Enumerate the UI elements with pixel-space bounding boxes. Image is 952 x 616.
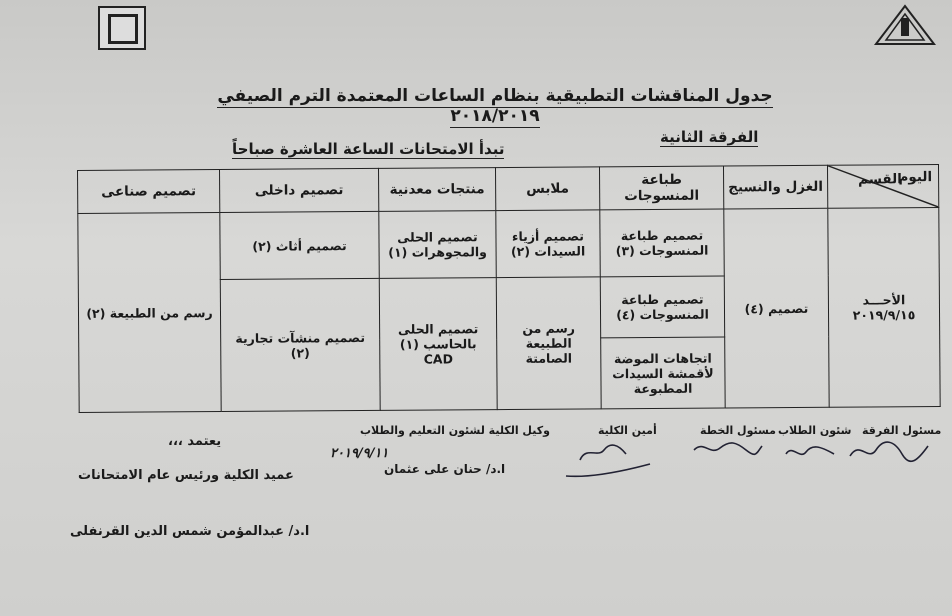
column-header: الغزل والنسيج — [723, 165, 827, 209]
printing-cell: تصميم طباعة المنسوجات (٤) — [600, 276, 724, 338]
dean-name: ا.د/ عبدالمؤمن شمس الدين القرنفلى — [70, 524, 310, 539]
schedule-table — [77, 164, 941, 413]
handwritten-date: ٢٠١٩/٩/١١ — [330, 446, 389, 461]
faculty-secretary-label: أمين الكلية — [598, 424, 657, 437]
day-date: ٢٠١٩/٩/١٥ — [852, 307, 916, 323]
table-header-row — [78, 164, 939, 213]
corner-dept-label: القسم — [858, 171, 902, 188]
column-header: طباعة المنسوجات — [599, 166, 723, 210]
metal-cell: تصميم الحلى والمجوهرات (١) — [379, 211, 496, 279]
vice-dean-label: وكيل الكلية لشئون التعليم والطلاب — [360, 424, 550, 437]
start-time-note: تبدأ الامتحانات الساعة العاشرة صباحاً — [232, 140, 505, 158]
level-label: الفرقة الثانية — [660, 128, 759, 146]
dean-title: عميد الكلية ورئيس عام الامتحانات — [78, 468, 294, 483]
student-affairs-signature — [782, 440, 838, 464]
level-official-signature — [846, 436, 932, 466]
faculty-logo — [96, 6, 148, 66]
clothing-cell: رسم من الطبيعة الصامتة — [496, 277, 601, 410]
plan-official-label: مسئول الخطة — [700, 424, 776, 437]
column-header: ملابس — [495, 167, 599, 211]
faculty-secretary-signature — [560, 436, 656, 484]
printing-cell: تصميم طباعة المنسوجات (٣) — [600, 209, 724, 277]
plan-official-signature — [690, 438, 764, 460]
metal-cell: تصميم الحلى بالحاسب (١) CAD — [379, 278, 497, 411]
clothing-cell: تصميم أزياء السيدات (٢) — [496, 210, 600, 278]
spinning-cell: تصميم (٤) — [724, 208, 829, 408]
day-name: الأحـــد — [862, 292, 906, 308]
university-logo — [872, 4, 938, 48]
interior-cell: تصميم منشآت تجارية (٢) — [220, 278, 380, 411]
day-cell — [828, 207, 940, 407]
vice-dean-name: ا.د/ حنان على عثمان — [384, 462, 506, 476]
student-affairs-label: شئون الطلاب — [778, 424, 852, 437]
interior-cell: تصميم أثاث (٢) — [220, 211, 379, 279]
corner-cell — [827, 164, 938, 208]
table-row — [78, 207, 939, 280]
corner-day-label: اليوم — [898, 169, 933, 186]
page-title: جدول المناقشات التطبيقية بنظام الساعات المعتمدة الترم الصيفي ٢٠١٨/٢٠١٩ — [217, 86, 773, 126]
column-header: تصميم داخلى — [220, 168, 379, 212]
column-header: منتجات معدنية — [378, 168, 495, 212]
industrial-cell: رسم من الطبيعة (٢) — [78, 213, 221, 413]
printing-cell: اتجاهات الموضة لأقمشة السيدات المطبوعة — [601, 337, 725, 409]
approve-label: يعتمد ،،، — [168, 434, 222, 449]
level-official-label: مسئول الفرقة — [862, 424, 942, 437]
column-header: تصميم صناعى — [78, 170, 220, 214]
